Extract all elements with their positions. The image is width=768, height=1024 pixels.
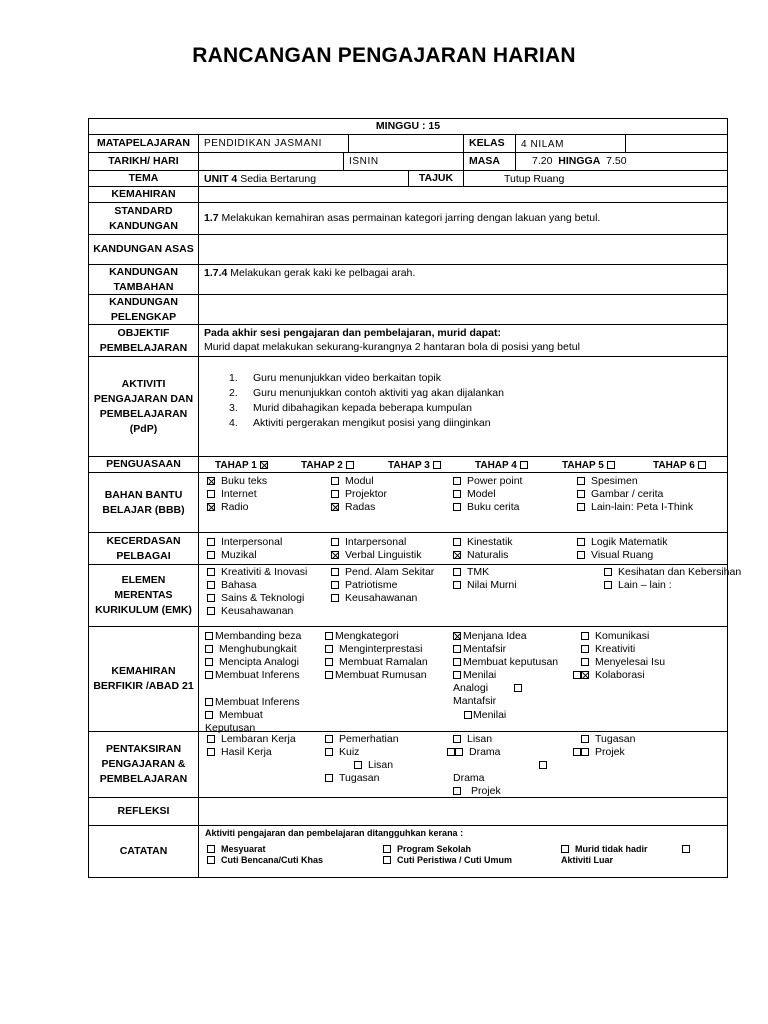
checkbox-icon <box>581 658 589 666</box>
kbat-option[interactable]: Mencipta Analogi <box>205 656 299 669</box>
checkbox-icon <box>207 856 215 864</box>
kbat-label: KEMAHIRAN BERFIKIR /ABAD 21 <box>89 627 199 732</box>
checkbox-icon <box>207 735 215 743</box>
tahap-5[interactable]: TAHAP 5 <box>562 459 621 472</box>
catatan-value <box>199 826 727 877</box>
pentaksiran-option[interactable]: Tugasan <box>581 733 635 746</box>
kandungan-tambahan-text: Melakukan gerak kaki ke pelbagai arah. <box>230 267 416 279</box>
checkbox-icon <box>453 671 461 679</box>
checkbox-icon <box>207 594 215 602</box>
masa-value[interactable] <box>516 153 727 171</box>
checked-box-icon <box>207 503 215 511</box>
bbb-option[interactable]: Modul <box>331 475 374 488</box>
checkbox-icon <box>453 568 461 576</box>
checkbox-icon <box>205 671 213 679</box>
standard-text: Melakukan kemahiran asas permainan kategori jarring dengan lakuan yang betul. <box>221 212 601 224</box>
kbat-option[interactable]: Membuat keputusan <box>453 656 558 669</box>
checkbox-icon <box>331 538 339 546</box>
kbat-option[interactable]: Menghubungkait <box>205 643 297 656</box>
checkbox-icon <box>581 748 589 756</box>
bbb-option[interactable]: Model <box>453 488 496 501</box>
bbb-option[interactable]: Power point <box>453 475 522 488</box>
kecerdasan-option[interactable]: Logik Matematik <box>577 536 667 549</box>
kecerdasan-label: KECERDASAN PELBAGAI <box>89 533 199 565</box>
pentaksiran-option[interactable]: Drama <box>447 746 501 759</box>
kecerdasan-option[interactable]: Naturalis <box>453 549 508 562</box>
matapelajaran-label: MATAPELAJARAN <box>89 135 199 153</box>
refleksi-value[interactable] <box>199 798 727 826</box>
catatan-option[interactable]: Murid tidak hadir <box>561 843 696 856</box>
checkbox-icon <box>577 551 585 559</box>
checkbox-icon <box>325 645 333 653</box>
checkbox-icon <box>604 568 612 576</box>
checkbox-icon <box>433 461 441 469</box>
checkbox-icon <box>325 658 333 666</box>
objektif-label: OBJEKTIF PEMBELAJARAN <box>89 325 199 357</box>
kandungan-asas-label: KANDUNGAN ASAS <box>89 235 199 265</box>
tajuk-value[interactable]: Tutup Ruang <box>464 171 727 187</box>
checkbox-icon <box>205 711 213 719</box>
objektif-value[interactable] <box>199 325 727 357</box>
aktiviti-item: 3. Murid dibahagikan kepada beberapa kumpulan <box>229 402 472 414</box>
tajuk-label: TAJUK <box>409 171 464 187</box>
checked-box-icon <box>331 503 339 511</box>
checkbox-icon <box>205 658 213 666</box>
tema-label: TEMA <box>89 171 199 187</box>
checked-box-icon <box>453 551 461 559</box>
checked-box-icon <box>260 461 268 469</box>
checkbox-icon <box>581 645 589 653</box>
page-title: RANCANGAN PENGAJARAN HARIAN <box>192 44 576 67</box>
refleksi-label: REFLEKSI <box>89 798 199 826</box>
emk-option[interactable]: Lain – lain : <box>604 579 672 592</box>
catatan-option[interactable]: Cuti Bencana/Cuti Khas <box>207 854 323 867</box>
kemahiran-value[interactable] <box>199 187 727 203</box>
kelas-value[interactable]: 4 NILAM <box>516 135 626 153</box>
kbat-option[interactable]: Menjana Idea <box>453 630 527 643</box>
checkbox-icon <box>325 735 333 743</box>
checkbox-icon <box>577 538 585 546</box>
pentaksiran-option[interactable]: Kuiz <box>325 746 359 759</box>
checkbox-icon <box>573 671 581 679</box>
checkbox-icon <box>331 477 339 485</box>
checked-box-icon <box>453 632 461 640</box>
catatan-option[interactable]: Cuti Peristiwa / Cuti Umum <box>383 854 512 867</box>
kelas-label: KELAS <box>464 135 516 153</box>
kbat-option[interactable]: Membuat Ramalan <box>325 656 428 669</box>
checkbox-icon <box>205 632 213 640</box>
aktiviti-item: 4. Aktiviti pergerakan mengikut posisi yang diinginkan <box>229 417 491 429</box>
rph-table <box>88 118 742 878</box>
kbat-option[interactable]: Menilai <box>464 709 506 722</box>
pentaksiran-option[interactable]: Projek <box>573 746 625 759</box>
kbat-option[interactable]: Membuat Inferens <box>205 696 300 709</box>
checkbox-icon <box>207 538 215 546</box>
checkbox-icon <box>453 645 461 653</box>
kecerdasan-option[interactable]: Visual Ruang <box>577 549 653 562</box>
kbat-option[interactable]: Kreativiti <box>581 643 635 656</box>
tahap-2[interactable]: TAHAP 2 <box>301 459 360 472</box>
checkbox-icon <box>383 845 391 853</box>
emk-option[interactable]: Pend. Alam Sekitar <box>331 566 434 579</box>
checkbox-icon <box>205 698 213 706</box>
checkbox-icon <box>207 551 215 559</box>
pentaksiran-option[interactable]: Lisan <box>354 759 393 772</box>
kecerdasan-option[interactable]: Kinestatik <box>453 536 513 549</box>
kbat-option-cont: Mantafsir <box>453 695 497 707</box>
emk-option[interactable]: Kreativiti & Inovasi <box>207 566 307 579</box>
checkbox-icon <box>207 490 215 498</box>
masa-hingga: HINGGA <box>558 155 601 167</box>
checkbox-icon <box>577 503 585 511</box>
kecerdasan-option[interactable]: Verbal Linguistik <box>331 549 421 562</box>
tahap-1[interactable]: TAHAP 1 <box>215 459 274 472</box>
bbb-option[interactable]: Radio <box>207 501 248 514</box>
kbat-option[interactable]: Membuat <box>205 709 263 722</box>
checkbox-icon <box>453 735 461 743</box>
bbb-option[interactable]: Radas <box>331 501 375 514</box>
kecerdasan-value <box>199 533 727 565</box>
checked-box-icon <box>207 477 215 485</box>
checkbox-icon <box>325 748 333 756</box>
objektif-line1: Pada akhir sesi pengajaran dan pembelajaran, murid dapat: <box>204 327 502 339</box>
bbb-option[interactable]: Lain-lain: Peta I-Think <box>577 501 693 514</box>
kbat-option[interactable]: Menyelesai Isu <box>581 656 665 669</box>
pentaksiran-option[interactable]: Lembaran Kerja <box>207 733 296 746</box>
checkbox-icon <box>539 761 547 769</box>
tahap-4[interactable]: TAHAP 4 <box>475 459 534 472</box>
checkbox-icon <box>383 856 391 864</box>
objektif-line2: Murid dapat melakukan sekurang-kurangnya 2 hantaran bola di posisi yang betul <box>204 341 580 353</box>
kbat-option[interactable]: Analogi <box>453 682 528 695</box>
kbat-option[interactable]: Mengkategori <box>325 630 399 643</box>
kandungan-tambahan-value[interactable] <box>199 265 727 295</box>
kandungan-pelengkap-value[interactable] <box>199 295 727 325</box>
matapelajaran-blank <box>349 135 464 153</box>
kandungan-asas-value[interactable] <box>199 235 727 265</box>
checkbox-icon <box>561 845 569 853</box>
checkbox-icon <box>581 632 589 640</box>
kbat-value <box>199 627 727 732</box>
kbat-option[interactable]: Komunikasi <box>581 630 649 643</box>
kemahiran-label: KEMAHIRAN <box>89 187 199 203</box>
checkbox-icon <box>520 461 528 469</box>
emk-option[interactable]: Patriotisme <box>331 579 398 592</box>
kbat-option[interactable]: Kolaborasi <box>573 669 645 682</box>
bbb-value <box>199 473 727 533</box>
pentaksiran-option[interactable]: Projek <box>453 785 501 798</box>
emk-option[interactable]: Kesihatan dan Kebersihan <box>604 566 741 579</box>
checked-box-icon <box>581 671 589 679</box>
kecerdasan-option[interactable]: Muzikal <box>207 549 257 562</box>
checkbox-icon <box>453 490 461 498</box>
checkbox-icon <box>354 761 362 769</box>
hari-value[interactable]: ISNIN <box>344 153 464 171</box>
bbb-option[interactable]: Projektor <box>331 488 387 501</box>
pentaksiran-option[interactable]: Pemerhatian <box>325 733 399 746</box>
penguasaan-label: PENGUASAAN <box>89 457 199 473</box>
pentaksiran-option[interactable]: Lisan <box>453 733 492 746</box>
checkbox-icon <box>453 477 461 485</box>
checked-box-icon <box>331 551 339 559</box>
checkbox-icon <box>205 645 213 653</box>
catatan-option[interactable]: Program Sekolah <box>383 843 471 856</box>
checkbox-icon <box>453 503 461 511</box>
catatan-label: CATATAN <box>89 826 199 877</box>
aktiviti-label: AKTIVITI PENGAJARAN DAN PEMBELAJARAN (PdP) <box>89 357 199 457</box>
aktiviti-item: 2. Guru menunjukkan contoh aktiviti yag akan dijalankan <box>229 387 504 399</box>
checkbox-icon <box>325 774 333 782</box>
checkbox-icon <box>331 490 339 498</box>
emk-option[interactable]: Nilai Murni <box>453 579 517 592</box>
minggu-header: MINGGU : 15 <box>89 119 727 135</box>
checkbox-icon <box>607 461 615 469</box>
checkbox-icon <box>453 538 461 546</box>
kecerdasan-option[interactable]: Interpersonal <box>207 536 282 549</box>
emk-option[interactable]: Keusahawanan <box>207 605 293 618</box>
checkbox-icon <box>207 581 215 589</box>
kbat-option[interactable]: Membanding beza <box>205 630 301 643</box>
tema-text: Sedia Bertarung <box>240 173 317 185</box>
kbat-option[interactable]: Mentafsir <box>453 643 506 656</box>
kbat-option[interactable]: Menginterprestasi <box>325 643 422 656</box>
masa-from: 7.20 <box>532 155 553 167</box>
kandungan-pelengkap-label: KANDUNGAN PELENGKAP <box>89 295 199 325</box>
bbb-option[interactable]: Buku cerita <box>453 501 520 514</box>
checkbox-icon <box>514 684 522 692</box>
checkbox-icon <box>581 735 589 743</box>
aktiviti-item: 1. Guru menunjukkan video berkaitan topik <box>229 372 441 384</box>
checkbox-icon <box>207 568 215 576</box>
emk-option[interactable]: Keusahawanan <box>331 592 417 605</box>
standard-value[interactable] <box>199 203 727 235</box>
checkbox-icon <box>455 748 463 756</box>
checkbox-icon <box>577 477 585 485</box>
matapelajaran-value[interactable]: PENDIDIKAN JASMANI <box>199 135 349 153</box>
checkbox-icon <box>604 581 612 589</box>
checkbox-icon <box>573 748 581 756</box>
standard-code: 1.7 <box>204 212 219 224</box>
standard-label: STANDARD KANDUNGAN <box>89 203 199 235</box>
aktiviti-value[interactable] <box>199 357 727 457</box>
emk-value <box>199 565 742 627</box>
tema-value[interactable] <box>199 171 409 187</box>
kelas-blank <box>626 135 727 153</box>
kbat-option-cont: Keputusan <box>205 722 256 734</box>
pentaksiran-value <box>199 732 727 798</box>
tarikh-value[interactable] <box>199 153 344 171</box>
checkbox-icon <box>453 787 461 795</box>
pentaksiran-option[interactable]: Hasil Kerja <box>207 746 272 759</box>
emk-option[interactable]: Sains & Teknologi <box>207 592 304 605</box>
pentaksiran-blank-box[interactable] <box>539 759 553 772</box>
masa-to: 7.50 <box>606 155 627 167</box>
checkbox-icon <box>331 568 339 576</box>
kandungan-tambahan-label: KANDUNGAN TAMBAHAN <box>89 265 199 295</box>
catatan-option[interactable]: Mesyuarat <box>207 843 266 856</box>
checkbox-icon <box>346 461 354 469</box>
kbat-option[interactable]: Membuat Inferens <box>205 669 300 682</box>
emk-option[interactable]: Bahasa <box>207 579 257 592</box>
kbat-option[interactable]: Menilai <box>453 669 496 682</box>
checkbox-icon <box>207 607 215 615</box>
bbb-option[interactable]: Internet <box>207 488 257 501</box>
pentaksiran-option-cont: Drama <box>453 772 485 784</box>
checkbox-icon <box>453 658 461 666</box>
checkbox-icon <box>682 845 690 853</box>
tarikh-label: TARIKH/ HARI <box>89 153 199 171</box>
checkbox-icon <box>331 594 339 602</box>
checkbox-icon <box>453 581 461 589</box>
checkbox-icon <box>447 748 455 756</box>
checkbox-icon <box>698 461 706 469</box>
pentaksiran-option[interactable]: Tugasan <box>325 772 379 785</box>
catatan-intro: Aktiviti pengajaran dan pembelajaran ditangguhkan kerana : <box>205 828 464 838</box>
bbb-label: BAHAN BANTU BELAJAR (BBB) <box>89 473 199 533</box>
emk-label: ELEMEN MERENTAS KURIKULUM (EMK) <box>89 565 199 627</box>
checkbox-icon <box>325 632 333 640</box>
checkbox-icon <box>207 748 215 756</box>
tahap-3[interactable]: TAHAP 3 <box>388 459 447 472</box>
emk-option[interactable]: TMK <box>453 566 489 579</box>
checkbox-icon <box>464 711 472 719</box>
checkbox-icon <box>331 581 339 589</box>
catatan-option[interactable]: Aktiviti Luar <box>561 855 614 865</box>
checkbox-icon <box>325 671 333 679</box>
bbb-option[interactable]: Spesimen <box>577 475 638 488</box>
checkbox-icon <box>577 490 585 498</box>
pentaksiran-label: PENTAKSIRAN PENGAJARAN & PEMBELAJARAN <box>89 732 199 798</box>
checkbox-icon <box>207 845 215 853</box>
penguasaan-value <box>199 457 727 473</box>
tema-unit: UNIT 4 <box>204 173 238 185</box>
kandungan-tambahan-code: 1.7.4 <box>204 267 228 279</box>
kecerdasan-option[interactable]: Intarpersonal <box>331 536 406 549</box>
bbb-option[interactable]: Gambar / cerita <box>577 488 663 501</box>
masa-label: MASA <box>464 153 516 171</box>
bbb-option[interactable]: Buku teks <box>207 475 267 488</box>
tahap-6[interactable]: TAHAP 6 <box>653 459 712 472</box>
kbat-option[interactable]: Membuat Rumusan <box>325 669 427 682</box>
